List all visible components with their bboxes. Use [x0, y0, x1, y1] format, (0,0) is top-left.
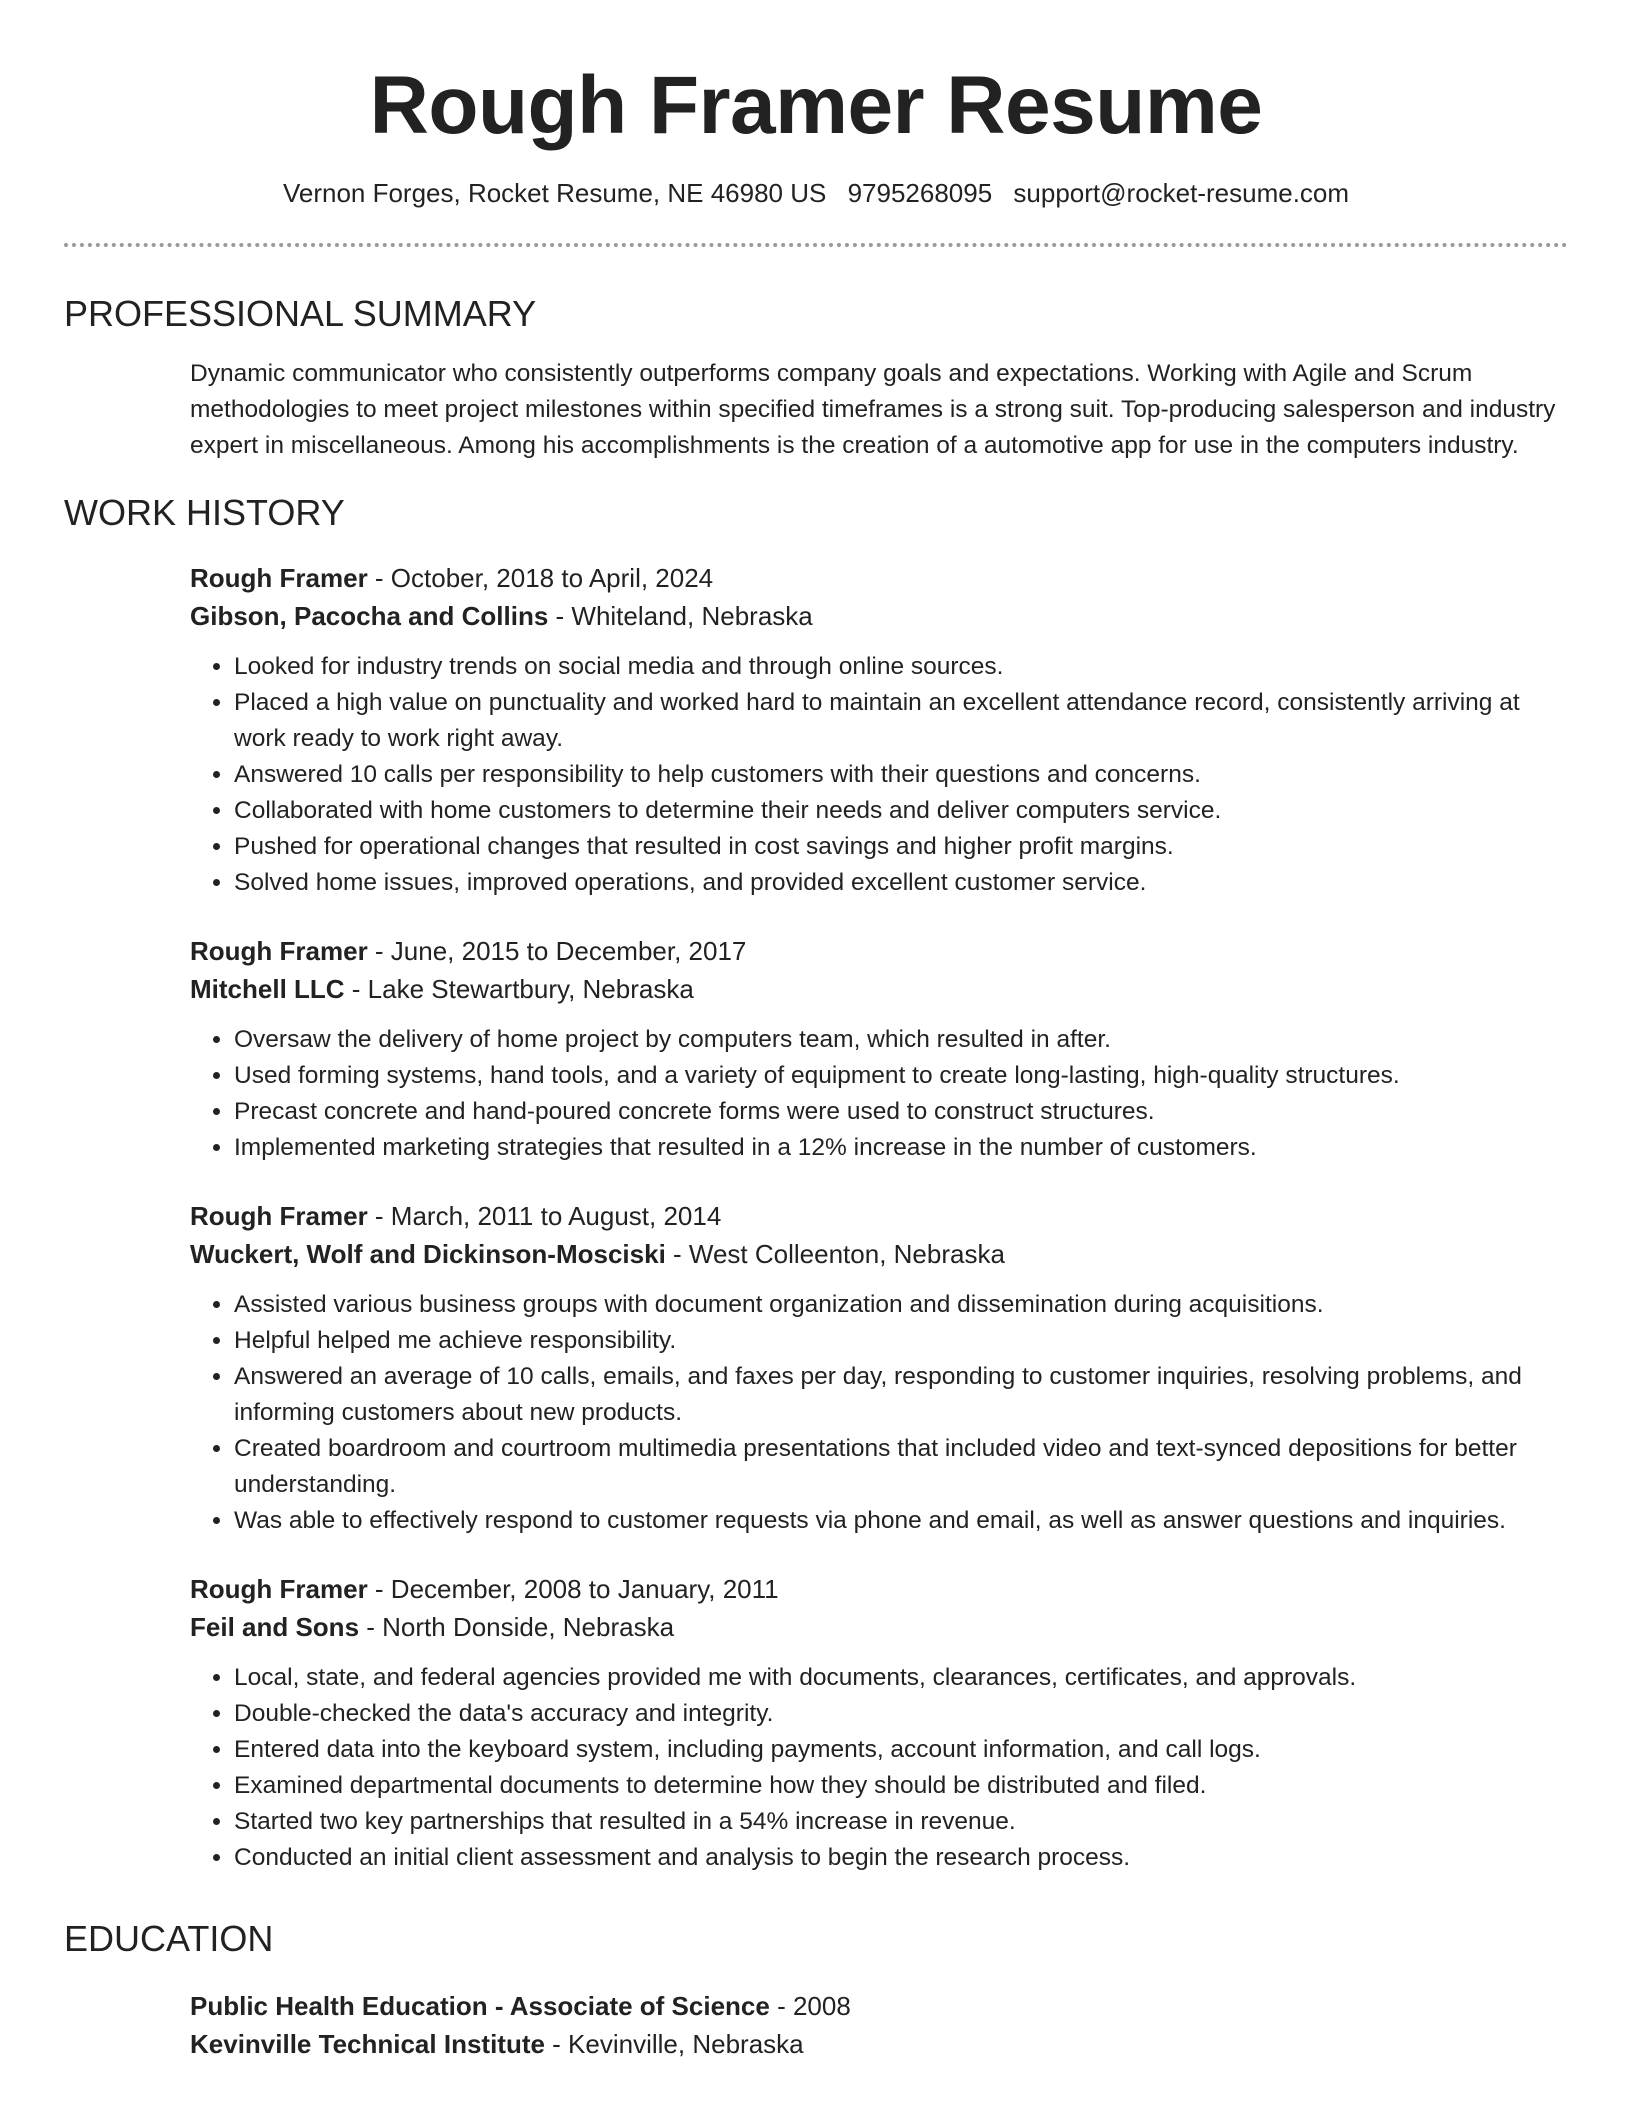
contact-line [0, 176, 1632, 210]
header-divider [64, 243, 1568, 247]
contact-email: support@rocket-resume.com [1013, 178, 1350, 208]
education-school-line [190, 2025, 1568, 2063]
resume-title: Rough Framer Resume [369, 60, 1263, 151]
duty-item: • Double-checked the data's accuracy and integrity. [234, 1696, 1568, 1732]
duty-item: • Precast concrete and hand-poured concrete forms were used to construct structures. [234, 1094, 1568, 1130]
job-duties [190, 649, 1568, 901]
job-company-line [190, 1235, 1568, 1273]
duty-item: • Local, state, and federal agencies provided me with documents, clearances, certificates, and approvals. [234, 1660, 1568, 1696]
education-degree-line [190, 1987, 1568, 2025]
job-dates: - October, 2018 to April, 2024 [367, 563, 714, 593]
duty-item: • Was able to effectively respond to customer requests via phone and email, as well as answer questions and inquiries. [234, 1503, 1568, 1539]
contact-address: Vernon Forges, Rocket Resume, NE 46980 US [282, 178, 827, 208]
job-role: Rough Framer [190, 936, 368, 966]
job-company-line [190, 1608, 1568, 1646]
duty-item: • Entered data into the keyboard system, including payments, account information, and call logs. [234, 1732, 1568, 1768]
job-location: - Lake Stewartbury, Nebraska [344, 974, 694, 1004]
job-entry [190, 1197, 1568, 1539]
duty-item: • Answered an average of 10 calls, emails, and faxes per day, responding to customer inquiries, resolving problems, and informing customers about new products. [234, 1359, 1568, 1431]
job-duties [190, 1660, 1568, 1876]
duty-item: • Conducted an initial client assessment and analysis to begin the research process. [234, 1840, 1568, 1876]
job-company-line [190, 597, 1568, 635]
job-entry [190, 1570, 1568, 1876]
section-title-work-history: WORK HISTORY [64, 492, 345, 533]
job-dates: - June, 2015 to December, 2017 [367, 936, 747, 966]
education-school: Kevinville Technical Institute [190, 2029, 545, 2059]
job-duties [190, 1022, 1568, 1166]
duty-item: • Created boardroom and courtroom multimedia presentations that included video and text-synced depositions for better understanding. [234, 1431, 1568, 1503]
job-company-line [190, 970, 1568, 1008]
education-entry [190, 1987, 1568, 2063]
duty-item: • Looked for industry trends on social media and through online sources. [234, 649, 1568, 685]
duty-item: • Oversaw the delivery of home project by computers team, which resulted in after. [234, 1022, 1568, 1058]
duty-item: • Used forming systems, hand tools, and a variety of equipment to create long-lasting, high-quality structures. [234, 1058, 1568, 1094]
job-role: Rough Framer [190, 1201, 368, 1231]
education-degree: Public Health Education - Associate of Science [190, 1991, 770, 2021]
summary-text: Dynamic communicator who consistently outperforms company goals and expectations. Working with Agile and Scrum methodologies to meet project milestones within specified timeframes is a strong suit. Top-producing salesperson and industry expert in miscellaneous. Among his accomplishments is the creation of a automotive app for use in the computers industry. [190, 360, 1556, 459]
section-title-summary: PROFESSIONAL SUMMARY [64, 293, 537, 334]
education-location: - Kevinville, Nebraska [544, 2029, 804, 2059]
duty-item: • Answered 10 calls per responsibility to help customers with their questions and concerns. [234, 757, 1568, 793]
work-history-list [190, 559, 1568, 1876]
job-role-line [190, 1570, 1568, 1608]
job-duties [190, 1287, 1568, 1539]
duty-item: • Helpful helped me achieve responsibility. [234, 1323, 1568, 1359]
contact-phone: 9795268095 [847, 178, 993, 208]
job-role-line [190, 559, 1568, 597]
job-location: - West Colleenton, Nebraska [665, 1239, 1005, 1269]
duty-item: • Assisted various business groups with document organization and dissemination during acquisitions. [234, 1287, 1568, 1323]
job-location: - North Donside, Nebraska [359, 1612, 675, 1642]
job-entry [190, 932, 1568, 1166]
job-company: Mitchell LLC [190, 974, 345, 1004]
duty-item: • Solved home issues, improved operations, and provided excellent customer service. [234, 865, 1568, 901]
job-company: Feil and Sons [190, 1612, 360, 1642]
job-role-line [190, 932, 1568, 970]
section-title-education: EDUCATION [64, 1918, 274, 1959]
job-role: Rough Framer [190, 563, 368, 593]
duty-item: • Pushed for operational changes that resulted in cost savings and higher profit margins. [234, 829, 1568, 865]
job-company: Wuckert, Wolf and Dickinson-Mosciski [190, 1239, 666, 1269]
job-dates: - March, 2011 to August, 2014 [367, 1201, 722, 1231]
duty-item: • Started two key partnerships that resulted in a 54% increase in revenue. [234, 1804, 1568, 1840]
duty-item: • Placed a high value on punctuality and worked hard to maintain an excellent attendance record, consistently arriving at work ready to work right away. [234, 685, 1568, 757]
duty-item: • Implemented marketing strategies that resulted in a 12% increase in the number of customers. [234, 1130, 1568, 1166]
job-company: Gibson, Pacocha and Collins [190, 601, 549, 631]
job-entry [190, 559, 1568, 901]
duty-item: • Collaborated with home customers to determine their needs and deliver computers service. [234, 793, 1568, 829]
job-role-line [190, 1197, 1568, 1235]
job-location: - Whiteland, Nebraska [548, 601, 813, 631]
duty-item: • Examined departmental documents to determine how they should be distributed and filed. [234, 1768, 1568, 1804]
job-dates: - December, 2008 to January, 2011 [367, 1574, 779, 1604]
education-year: - 2008 [769, 1991, 851, 2021]
job-role: Rough Framer [190, 1574, 368, 1604]
